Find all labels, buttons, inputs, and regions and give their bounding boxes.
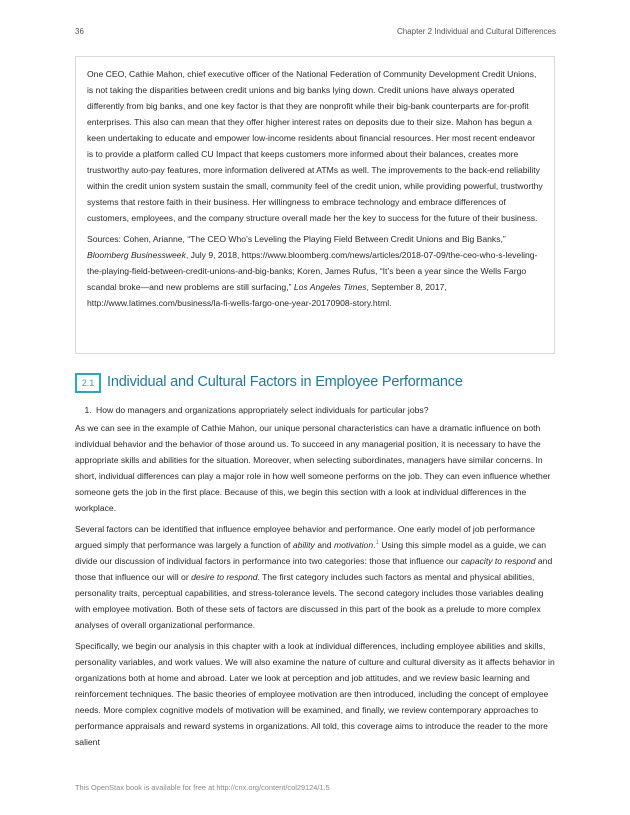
chapter-header: Chapter 2 Individual and Cultural Differences <box>396 27 556 36</box>
text-run: Using this simple model as a guide, we can divide our discussion of individual factors in performance into two categories: those that influence our <box>75 540 547 566</box>
section-title: Individual and Cultural Factors in Employee Performance <box>107 374 463 390</box>
page-number: 36 <box>75 27 84 36</box>
sources-text: Sources: Cohen, Arianne, “The CEO Who’s Leveling the Playing Field Between Credit Unions and Big Banks,” <box>87 234 506 244</box>
emphasis: ability <box>292 540 315 550</box>
section-number-badge: 2.1 <box>75 373 101 393</box>
body-text <box>75 420 559 750</box>
feature-sources <box>87 231 543 311</box>
learning-objectives <box>78 403 564 417</box>
body-paragraph <box>75 521 559 633</box>
text-run: . The first category includes such factors as mental and physical abilities, personality traits, perceptual capabilities, and stress-tolerance levels. The second category includes those variables dealing with employee motivation. Both of these sets of factors are discussed in this part of the book as a prelude to more complex analyses of overall organizational performance. <box>75 572 544 630</box>
emphasis: motivation <box>333 540 374 550</box>
text-run: Several factors can be identified that influence employee behavior and performance. One early model of job performance argued simply that performance was largely a function of <box>75 524 536 550</box>
section-heading <box>75 373 555 395</box>
emphasis: desire to respond <box>191 572 258 582</box>
sources-text: , September 8, 2017, http://www.latimes.com/business/la-fi-wells-fargo-one-year-20170908-story.html. <box>87 282 447 308</box>
page-footer: This OpenStax book is available for free at http://cnx.org/content/col29124/1.5 <box>75 783 330 792</box>
learning-objective-item: 1. How do managers and organizations appropriately select individuals for particular jobs? <box>94 403 564 417</box>
text-run: and those that influence our will or <box>75 556 553 582</box>
body-paragraph: Specifically, we begin our analysis in this chapter with a look at individual differences, including employee abilities and skills, personality variables, and work values. We will also examine the nature of culture and cultural diversity as it affects behavior in organizations both at home and abroad. Later we look at perception and job attitudes, and we review basic learning and reinforcement techniques. The basic theories of employee motivation are then introduced, including the concept of employee needs. More complex cognitive models of motivation will be examined, and finally, we review contemporary approaches to performance appraisals and reward systems in organizations. All told, this coverage aims to introduce the reader to the more salient <box>75 641 555 747</box>
emphasis: capacity to respond <box>460 556 536 566</box>
body-paragraph: As we can see in the example of Cathie Mahon, our unique personal characteristics can have a dramatic influence on both individual behavior and the behavior of those around us. To succeed in any managerial position, it is necessary to have the appropriate skills and abilities for the situation. Moreover, when selecting subordinates, managers have similar concerns. In short, individual differences can play a major role in how well someone performs on the job. They can even influence whether someone gets the job in the first place. Because of this, we begin this section with a look at individual differences in the workplace. <box>75 423 551 513</box>
text-run: and <box>314 540 334 550</box>
feature-paragraph: One CEO, Cathie Mahon, chief executive officer of the National Federation of Community Development Credit Unions, is not taking the disparities between credit unions and big banks lying down. Credit unions have always operated differently from big banks, and one key factor is that they are nonprofit while their big-bank counterparts are for-profit enterprises. This also can mean that they offer higher interest rates on deposits due to their size. Mahon has begun a keen undertaking to educate and empower low-income residents about financial resources. Her most recent endeavor is to provide a platform called CU Impact that keeps customers more informed about their balances, creates more trustworthy auto-pay features, more information delivered at ATMs as well. The improvements to the back-end reliability within the credit union system sustain the small, community feel of the credit union, while providing powerful, trustworthy systems that restore faith in their business. Her willingness to embrace technology and embrace differences of customers, employees, and the company structure overall made her the key to success for the future of their business. <box>87 69 543 223</box>
feature-box <box>75 56 555 354</box>
sources-text: , July 9, 2018, https://www.bloomberg.com/news/articles/2018-07-09/the-ceo-who-s-leveling-the-playing-field-between-credit-unions-and-big-banks; Koren, James Rufus, “It’s been a year since the Wells Fargo scandal broke—and new problems are still surfacing,” <box>87 250 538 292</box>
sources-publication: Bloomberg Businessweek <box>87 250 186 260</box>
sources-publication: Los Angeles Times <box>293 282 367 292</box>
text-run: . <box>373 540 376 550</box>
footnote-marker[interactable]: 1 <box>375 540 379 547</box>
